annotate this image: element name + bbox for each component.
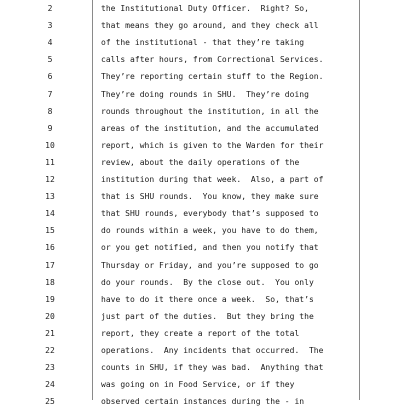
transcript-line [0,376,400,393]
line-text: was going on in Food Service, or if they [101,380,295,390]
line-text: calls after hours, from Correctional Services. [101,55,324,65]
line-text: that SHU rounds, everybody that’s supposed to [101,209,319,219]
line-text: have to do it there once a week. So, that’s [101,294,314,304]
transcript-line [0,68,400,85]
line-number: 15 [45,226,55,236]
line-number: 10 [45,140,55,150]
line-number: 22 [45,346,55,355]
transcript-line [0,239,400,256]
transcript-line [0,137,400,154]
transcript-line [0,393,400,410]
transcript-line [0,154,400,171]
line-text: do your rounds. By the close out. You only [101,277,314,287]
line-text: operations. Any incidents that occurred. The [101,346,324,355]
line-number: 11 [45,157,55,167]
line-number: 17 [45,260,55,270]
transcript-line [0,205,400,222]
line-number: 12 [45,175,55,184]
transcript-line [0,291,400,308]
transcript-line [0,359,400,376]
transcript-line [0,103,400,120]
line-text: rounds throughout the institution, in all the [101,106,319,116]
line-text: They’re doing rounds in SHU. They’re doing [101,89,309,99]
line-number: 24 [45,380,55,390]
line-text: the Institutional Duty Officer. Right? So, [101,4,309,13]
line-text: institution during that week. Also, a part of [101,175,324,184]
transcript-line [0,171,400,188]
transcript-line [0,342,400,359]
transcript-line [0,34,400,51]
line-number: 2 [47,4,53,13]
transcript-line [0,51,400,68]
line-text: that is SHU rounds. You know, they make sure [101,192,319,202]
transcript-line [0,86,400,103]
line-number: 18 [45,277,55,287]
line-number: 25 [45,397,55,407]
line-text: do rounds within a week, you have to do them, [101,226,319,236]
line-number: 9 [47,123,53,133]
transcript-line [0,257,400,274]
line-text: observed certain instances during the - in [101,397,305,407]
line-number: 23 [45,363,55,373]
line-number: 4 [47,38,53,48]
transcript-line [0,0,400,17]
line-number: 8 [47,106,53,116]
line-number: 14 [45,209,55,219]
line-number: 5 [47,55,53,65]
line-text: report, which is given to the Warden for their [101,140,324,150]
line-text: counts in SHU, if they was bad. Anything that [101,363,324,373]
line-number: 21 [45,328,55,338]
line-text: Thursday or Friday, and you’re supposed to go [101,260,319,270]
transcript-line [0,120,400,137]
line-text: that means they go around, and they check all [101,21,319,31]
transcript-line [0,274,400,291]
transcript-line [0,17,400,34]
line-text: or you get notified, and then you notify that [101,243,319,253]
line-number: 16 [45,243,55,253]
line-number: 7 [47,89,53,99]
line-number: 6 [47,72,53,82]
line-text: They’re reporting certain stuff to the Region. [101,72,324,82]
transcript-line [0,222,400,239]
line-text: areas of the institution, and the accumulated [101,123,319,133]
line-text: review, about the daily operations of the [101,157,300,167]
line-number: 19 [45,294,55,304]
line-number: 20 [45,311,55,321]
transcript-line [0,325,400,342]
line-text: just part of the duties. But they bring the [101,311,314,321]
line-number: 3 [47,21,53,31]
line-number: 13 [45,192,55,202]
line-text: report, they create a report of the total [101,328,300,338]
line-text: of the institutional - that they’re taking [101,38,305,48]
transcript-line [0,188,400,205]
transcript-line [0,308,400,325]
